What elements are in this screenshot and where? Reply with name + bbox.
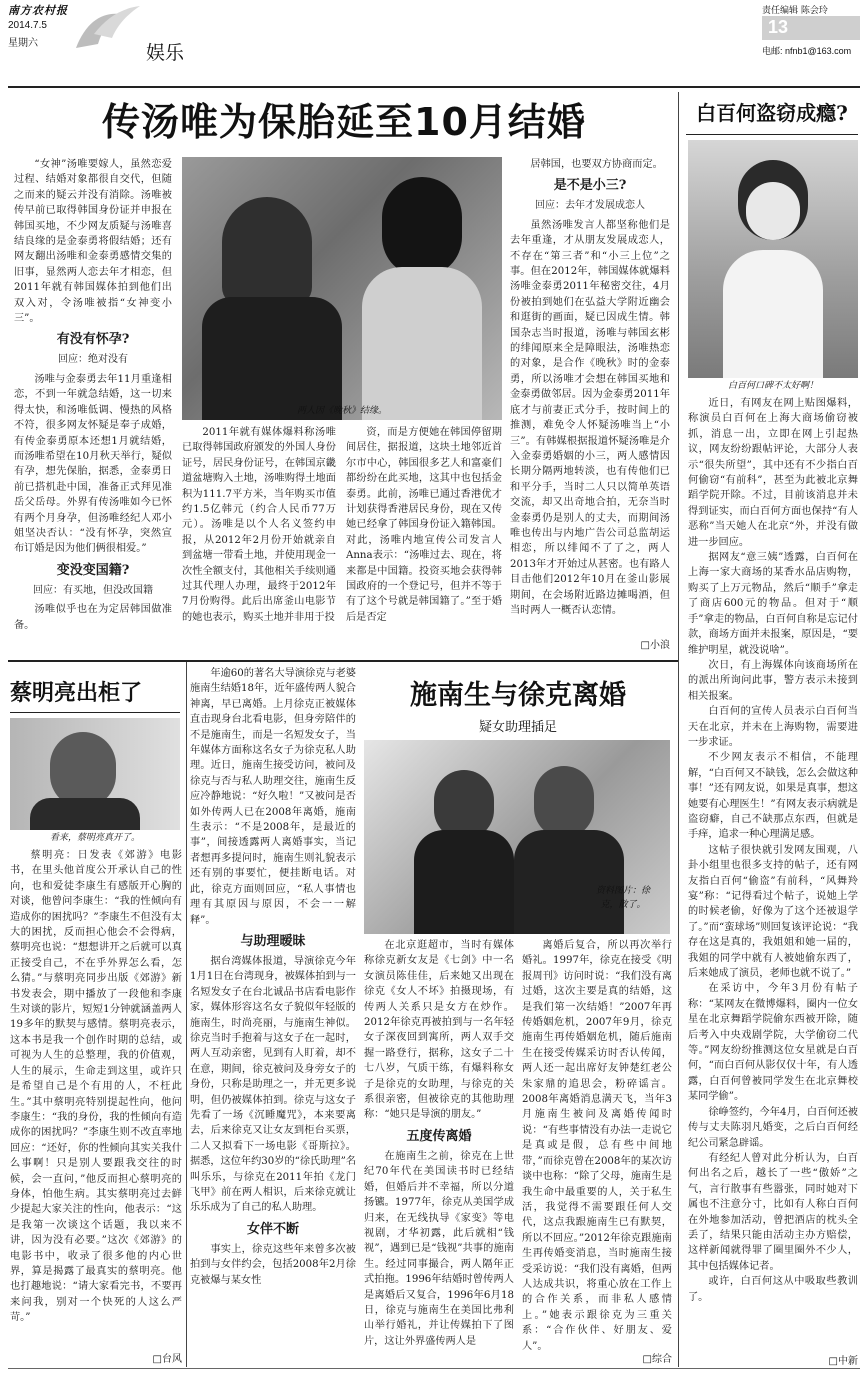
story4-headline: 施南生与徐克离婚: [410, 680, 626, 711]
story1-paragraph: 资，而是方便她在韩国停留期间居住，据报道，这块土地邻近首尔市中心，韩国很多艺人和富豪们都纷纷在此买地，这其中也包括金泰勇。此前，汤唯已通过香港优才计划获得香港居民身份，现在又传她已经拿了韩国身份证入籍韩国。对此，汤唯内地宣传公司发言人Anna表示：“汤唯过去、现在，将来都是中国籍。投资买地会获得韩国政府的一个登记号，但并不等于有了这个号就是韩国籍了。”至于婚后是否定: [346, 427, 502, 623]
story2-paragraph: 在采访中，今年3月份有帖子称：“某网友在微博爆料，圈内一位女星在北京舞蹈学院偷东西被开除，随后考入中央戏剧学院，大学偷窃二代等。”网友纷纷推测这位女星就是白百何，“而白百何从影仅仅十年，有人透露，白百何曾被同学发生在北京舞校某同学偷”。: [688, 983, 858, 1103]
story2-paragraph: 有经纪人曾对此分析认为，白百何出名之后，越长了一些“傲娇”之气，言行散事有些嚣张，同时她对下属也不注意分寸，比如有人称白百何在外地参加活动，曾把酒店的枕头全丢了，结果只能由活动主办方赔偿，这样新闻就得罪了圈里圈外不少人，其中包括媒体记者。: [688, 1152, 858, 1272]
divider-vertical-right: [678, 92, 679, 1367]
story1-column-4: [510, 157, 670, 649]
story1-subhead-mistress: 是不是小三?: [553, 178, 627, 194]
story1-response-pregnancy: 回应：绝对没有: [58, 354, 128, 366]
issue-weekday: 星期六: [8, 38, 38, 49]
story4-paragraph: 年逾60的著名大导演徐克与老婆施南生结婚18年，近年盛传两人貌合神离，早已离婚。上月徐克正被媒体直击现身台北看电影，但身旁陪伴的不是施南生，而是一名短发女子，当年媒体方面称这名女子为徐克私人助理。近日，施南生接受访问，被问及徐克与否与私人助理交往，施南生反应冷静地说：“好久啦！”又被问是否如外传两人已在2008年离婚，施南生表示：“不是2008年，是最近的事”，间接透露两人离婚事实，当记者想再多提问时，施南生则礼貌表示还有别的事要忙，便挂断电话。对此，徐克方面则回应，“私人事情也理有其原因与原因，不会一一解释”。: [190, 668, 356, 926]
story2-photo-caption: 白百何口碑不太好啊！: [727, 381, 818, 391]
editor-credit: 责任编辑 陈会玲: [762, 6, 828, 16]
story3-photo-caption: 看来，蔡明亮真开了。: [49, 833, 140, 843]
paper-name: 南方农村报: [8, 4, 68, 17]
bottom-rule: [8, 1368, 860, 1369]
story3-photo: [10, 718, 180, 830]
story2-headline: 白百何盗窃成瘾?: [696, 101, 848, 125]
issue-date: 2014.7.5: [8, 20, 47, 31]
story4-signature: □综合: [624, 1350, 672, 1365]
story1-signature: □小浪: [620, 636, 670, 651]
story2-body: [688, 396, 858, 1352]
story1-photo-caption: 两人因《晚秋》结缘。: [296, 406, 387, 416]
story4-paragraph: 在施南生之前，徐克在上世纪70年代在美国读书时已经结婚，但婚后并不幸福，所以分道扬镳。1977年，徐克从美国学成归来，在无线执导《家变》等电视剧，才华初露，此后就相“钱视”，遇到已是“钱视”共事的施南生。经过同事撮合，两人隔年正式拍拖。1996年结婚时曾传两人是离婚后又复合，1996年6月18日，徐克与施南生在美国比弗利山举行婚礼，并让传媒拍下了图片，这让外界盛传两人是: [364, 1150, 514, 1347]
story4-paragraph: 据台湾媒体报道，导演徐克今年1月1日在台湾现身，被媒体拍到与一名短发女子在台北诚品书店看电影作家，媒体形容这名女子貌似年轻版的施南生，时尚亮丽，与施南生神似。徐克当时手抱着与这女子在一起时，两人互动亲密，见到有人盯着，却不在意，期间，徐克被问及身旁女子的身份，只称是助理之一，并无更多说明，但仍被媒体拍到。徐克与这女子先看了一场《沉睡魔咒》，本来要离去，后来徐克又让女友到柜台买票，二人又拟看下一场电影《哥斯拉》。据悉，这位年约30岁的“徐氏助理”名叫乐乐，与徐克在2011年拍《龙门飞甲》前在两人相识，后来徐克就让乐乐成为了自己的私人助理。: [190, 955, 356, 1214]
contact-email: 电邮: nfnb1@163.com: [762, 46, 852, 56]
story3-headline-rule: [10, 712, 180, 713]
story4-paragraph: 事实上，徐克这些年来曾多次被拍到与女伴约会，包括2008年2月徐克被爆与某女性: [190, 1243, 356, 1286]
story1-headline: 传汤唯为保胎延至10月结婚: [102, 100, 586, 144]
story2-photo: [688, 140, 858, 378]
masthead-rule: [8, 86, 860, 88]
story4-column-3: [522, 938, 672, 1352]
story1-paragraph: 汤唯与金泰勇去年11月重逢相恋，不到一年就急结婚，这一切来得太快，和汤唯低调、慢热的风格不符，很多网友怀疑是奉子成婚，有传金泰勇原本还想1月就结婚，而汤唯希望在10月秋天举行，疑似有孕，想先保胎，据悉，金泰勇日前已搭机赴中国，准备正式拜见准岳父岳母。外界有传汤唯如今已怀有两个月身孕，但汤唯经纪人邓小姐坚决否认：“没有怀孕，突然宣布订婚是因为他们俩很相爱。”: [14, 373, 172, 555]
story1-column-1: [14, 157, 172, 649]
story4-paragraph: 在北京逛超市，当时有媒体称徐克新女友是《七剑》中一名女演员陈佳佳，后来她又出现在徐克《女人不坏》拍摄现场，有传两人关系只是女方在炒作。2012年徐克再被拍到与一名年轻女子深夜回到寓所，两人双手交握一路登行，据称，这女子二十七八岁，气质干练，有爆料称女子是徐克的女助理，与徐克的关系很亲密，但被徐克的其他助理称：“她只是导演的朋友。”: [364, 940, 514, 1121]
story3-paragraph: 蔡明亮：日发表《郊游》电影书，在里头他首度公开承认自己的性向，也和爱徒李康生有感版开心胸的对谈，他曾问李康生：“我的性倾向有造成你的困扰吗？”李康生不但没有太大的困扰，反而担心他会不会得病，蔡明亮也说：“想想讲开之后就可以真正接受自己，不在乎外界怎么看，怎么猜。”与蔡明亮同步出版《郊游》新书发表会，期中播放了一段他和李康生对谈的影片，短短1分钟就涵盖两人19多年的默契与感情。蔡明亮表示，这本书是我一个创作时期的总结，或可视为人生的总整理，我的价值观，人生的展示，生命走到这里，或许只是希望自己是个有用的人，不枉此生。”其中蔡明亮特别提起性向，他问李康生：“我的身份，我的性倾向有造成你的困扰吗？”李康生则不改直率地回应：“还好，你的性倾向其实关我什么事啊！只是别人要跟我交往的时候，会一直问，”他反而担心蔡明亮的身体，怕他生病。其实蔡明亮过去鲜少提起大家关注的性向，他表示：“这是我第一次谈这个话题，我以来不讲，因为没有必要。”这次《郊游》的电影书中，收录了很多他的内心世界，算是揭露了最真实的蔡明亮。他也打趣地说：“请大家看完书，不要再来问我，别对一个快死的人这么严苛。”: [10, 850, 182, 1324]
story2-paragraph: 白百何的宣传人员表示白百何当天在北京，并未在上海购物，需要进一步求证。: [688, 706, 858, 748]
story3-body: [10, 848, 182, 1362]
story1-response-nationality: 回应：有买地，但没改国籍: [33, 584, 153, 596]
story1-paragraph: 虽然汤唯发言人都坚称他们是去年重逢，才从朋友发展成恋人，不存在“第三者”和“小三上位”之事。但在2012年，韩国媒体就爆料汤唯金泰勇2011年秘密交往，4月份被拍到她们在弘益大学附近幽会和逛街的画面，疑已因成生情。韩国杂志当时报道，汤唯与韩国玄彬的绯闻原来全是障眼法，汤唯热恋的对象，是合作《晚秋》时的金泰勇，所以汤唯才会想在韩国买地和金泰勇做邻居。因为金泰勇2011年底才与前妻正式分手，按时间上的推测，难免令人怀疑汤唯当上“小三”。有韩媒根据报道怀疑汤唯是介入金泰勇婚姻的小三，两人感情因长期分隔两地转淡，也有传他们已和平分手，当时二人只以简单英语交流，却又出奇地合拍，无奈当时金泰勇仍是别人的丈夫，而期间汤唯也传出与内地广告公司总监胡运相恋，所以绯闻不了了之，两人2013年才开始过从甚密。也有路人目击他们2012年10月在釜山影展期间，在会场附近路边摊喝酒，但当时两人一概否认恋情。: [510, 219, 670, 616]
page-number: 13: [768, 17, 789, 37]
story1-paragraph: 汤唯似乎也在为定居韩国做准备。: [14, 604, 172, 631]
story3-signature: □台风: [134, 1350, 182, 1365]
story4-subhead-divorce-rumors: 五度传离婚: [406, 1128, 472, 1144]
story1-column-3: [346, 425, 502, 649]
story4-subheadline: 疑女助理插足: [478, 720, 557, 735]
story2-paragraph: 次日，有上海媒体向该商场所在的派出所询问此事，警方表示未接到相关报案。: [688, 659, 858, 702]
page-number-box: [762, 16, 860, 40]
story1-paragraph: “女神”汤唯要嫁人，虽然恋爱过程、结婚对象都很自交代，但随之而来的疑云并没有消除。汤唯被传早前已取得韩国身份证并申报在韩国买地，不少网友质疑与汤唯喜结良缘的是金泰勇将假结婚；还有网友翻出汤唯和金泰勇感情交集的旧事，显然两人恋去年才相恋，但2011年就有韩国媒体拍到他们出双入对，令汤唯被指“女神变小三”。: [14, 159, 172, 325]
story2-headline-rule: [686, 134, 858, 135]
story1-photo: [182, 157, 502, 420]
story1-paragraph: 居韩国，也要双方协商而定。: [530, 159, 663, 170]
story1-subhead-nationality: 变没变国籍?: [56, 562, 130, 578]
story1-paragraph: 2011年就有媒体爆料称汤唯已取得韩国政府颁发的外国人身份证号，居民身份证号，在韩国京畿道盆塘购入土地，汤唯购得土地面积为111.7平方米，当年购买市值约1.5亿韩元（约合人民币77万元）。汤唯是以个人名义签约申报，从2012年2月份开始就亲自到盆塘一带看土地，并使用现金一次性全额支付，其他相关手续则通过其代理人办理，最终于2012年7月份购得。此后出席釜山电影节的她也表示，购买土地并非用于投: [182, 427, 336, 623]
story2-signature: □中新: [810, 1352, 858, 1367]
divider-horizontal-middle: [8, 660, 678, 662]
story3-headline: 蔡明亮出柜了: [10, 680, 143, 706]
story4-column-2: [364, 938, 514, 1366]
story1-subhead-pregnancy: 有没有怀孕?: [56, 332, 130, 348]
story4-photo-caption: 资料图片：徐克，散了。: [595, 886, 650, 910]
story1-response-mistress: 回应：去年才发展成恋人: [535, 200, 645, 212]
story2-paragraph: 或许，白百何这从中吸取些教训了。: [688, 1276, 858, 1303]
story2-paragraph: 这帖子很快就引发网友围观，八卦小组里也很多支持的帖子，还有网友指白百何“偷盗”有前科，“风舞羚宴”称：“记得看过个帖子，说她上学的时候老偷，好像为了这个还被退学了。”而“蛮球场”则回复该评论说：“我存在这是真的，我姐姐和她一届的，我姐的同学中就有人被她偷东西了，后来她成了演员，老师也就不说了。”: [688, 844, 858, 980]
story2-paragraph: 近日，有网友在网上贴图爆料，称演员白百何在上海大商场偷窃被抓，消息一出，立即在网上引起热议，网友纷纷跟帖评论，大部分人表示“很失所望”，其中还有不少指白百何偷窃“有前科”，甚至为此被北京舞蹈学院开除。不过，目前该消息并未得到证实，而白百何方面也保持“有人恶称”当天她人在北京“外，并没有做进一步回应。: [688, 398, 858, 548]
masthead: [0, 0, 866, 86]
story2-paragraph: 徐峥签约，今年4月，白百何还被传与丈夫陈羽凡婚变，之后白百何经纪公司紧急辟谣。: [688, 1106, 858, 1149]
story2-paragraph: 不少网友表示不相信，不能理解，“白百何又不缺钱，怎么会做这种事！”还有网友说，如果是真事，想这她要有心理医生！”有网友表示病就是盗窃癖，自己不缺那点东西，但就是手痒，追求一种心理满足感。: [688, 752, 858, 841]
story4-column-1: [190, 666, 356, 1366]
story4-subhead-assistant: 与助理暧昧: [240, 933, 306, 949]
story4-paragraph: 离婚后复合，所以再次举行婚礼。1997年，徐克在接受《明报周刊》访问时说：“我们没有离过婚，这次主要是真的结婚，这是我们第一次结婚！”2007年再传婚姻危机，2007年9月，徐克施南生再传婚姻危机，随后施南生在接受传媒采访时否认传闻，两人还一起出席好友钟楚红老公朱家鼎的追思会，粉碎谣言。2008年离婚消息满天飞，当年3月施南生被问及离婚传闻时说：“有些事情没有办法一走说它是真或是假，总有些中间地带，”而徐克曾在2008年的某次访谈中也称：“除了父母，施南生是我生命中最重要的人，关于私生活，我觉得不需要跟任何人交代，这点我跟施南生已有默契，所以不回应。”2012年徐克跟施南生再传婚变消息，当时施南生接受采访说：“我们没有离婚，但两人达成共识，将重心放在工作上的合作关系，而非私人感情上。”她表示跟徐克为三重关系：“合作伙伴、好朋友、爱人”。: [522, 940, 672, 1352]
story4-subhead-companions: 女伴不断: [246, 1221, 299, 1237]
swoosh-logo-icon: [72, 4, 142, 50]
section-title: 娱乐: [146, 42, 185, 64]
story1-column-2: [182, 425, 336, 649]
story2-paragraph: 据网友“意三姨”透露，白百何在上海一家大商场的某香水品店购物，购买了上万元物品，然后“顺手”拿走了商店600元的物品。但对于“顺手”拿走的物品，白百何自称是忘记付款，商场方面并未报案，原因是，“要维护明星，就没说啥”。: [688, 552, 858, 656]
divider-vertical-left: [186, 662, 187, 1367]
